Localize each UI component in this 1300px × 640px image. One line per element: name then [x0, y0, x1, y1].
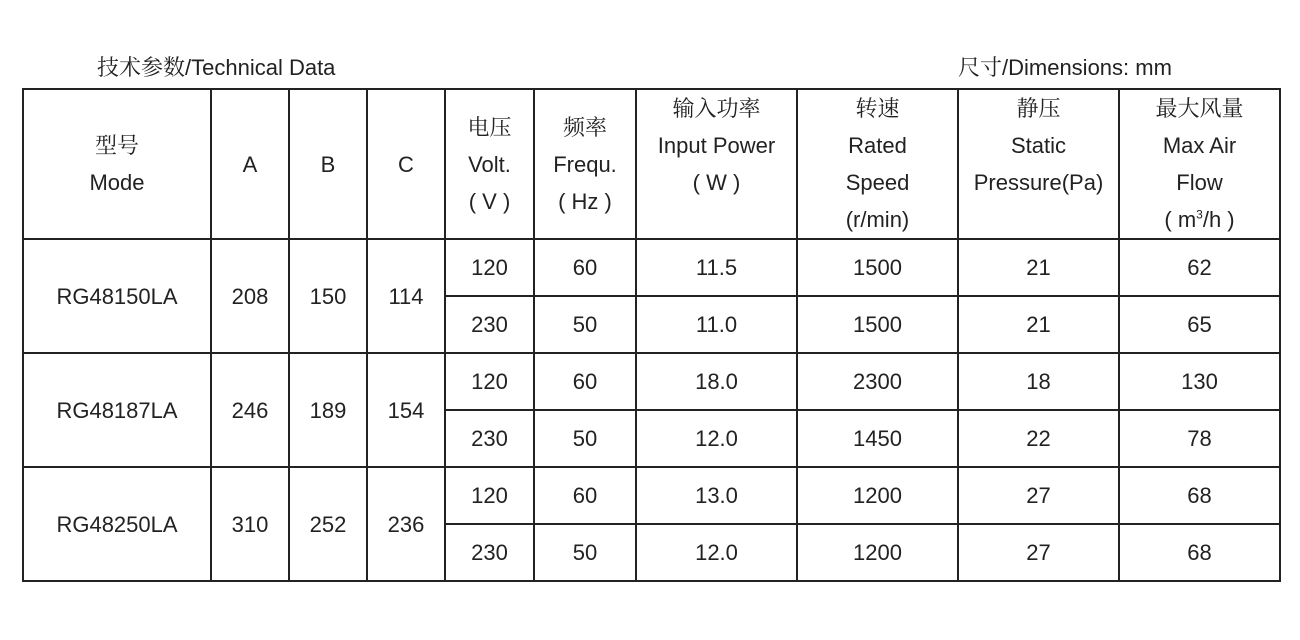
header-speed-en2: Speed: [845, 170, 910, 195]
dimension-a: 246: [211, 353, 289, 467]
header-input-power: [636, 89, 797, 239]
speed-cell: 1500: [797, 239, 958, 296]
power-cell: 18.0: [636, 353, 797, 410]
pressure-cell: 21: [958, 296, 1119, 353]
power-cell: 12.0: [636, 410, 797, 467]
flow-cell: 130: [1119, 353, 1280, 410]
header-model-en: Mode: [89, 170, 145, 195]
header-max-air-flow: [1119, 89, 1280, 239]
pressure-cell: 22: [958, 410, 1119, 467]
volt-cell: 120: [445, 239, 534, 296]
dimension-a: 208: [211, 239, 289, 353]
volt-cell: 230: [445, 524, 534, 581]
power-cell: 11.5: [636, 239, 797, 296]
speed-cell: 2300: [797, 353, 958, 410]
header-flow-cn: 最大风量: [1155, 96, 1244, 121]
header-pressure-cn: 静压: [1016, 96, 1061, 121]
flow-cell: 78: [1119, 410, 1280, 467]
frequency-cell: 60: [534, 467, 636, 524]
technical-data-caption: 技术参数/Technical Data: [97, 55, 336, 80]
power-cell: 12.0: [636, 524, 797, 581]
flow-unit-per-hour: /h ): [1202, 207, 1235, 232]
volt-cell: 120: [445, 353, 534, 410]
technical-data-table: [22, 88, 1281, 582]
dimension-c: 114: [367, 239, 445, 353]
header-c: C: [367, 89, 445, 239]
flow-cell: 68: [1119, 467, 1280, 524]
header-frequency-unit: ( Hz ): [558, 188, 612, 214]
frequency-cell: 50: [534, 524, 636, 581]
pressure-cell: 27: [958, 467, 1119, 524]
speed-cell: 1500: [797, 296, 958, 353]
header-a: A: [211, 89, 289, 239]
flow-unit-m: ( m: [1164, 207, 1197, 232]
header-speed-en1: Rated: [848, 133, 907, 158]
header-power-unit: ( W ): [692, 170, 741, 195]
pressure-cell: 21: [958, 239, 1119, 296]
power-cell: 11.0: [636, 296, 797, 353]
flow-cell: 65: [1119, 296, 1280, 353]
pressure-cell: 18: [958, 353, 1119, 410]
header-rated-speed: [797, 89, 958, 239]
header-frequency-en: Frequ.: [553, 151, 617, 177]
header-pressure-en1: Static: [1010, 133, 1067, 158]
dimension-b: 252: [289, 467, 367, 581]
dimension-b: 189: [289, 353, 367, 467]
header-power-cn: 输入功率: [672, 96, 761, 121]
header-speed-cn: 转速: [855, 96, 900, 121]
header-frequency: [534, 89, 636, 239]
speed-cell: 1200: [797, 524, 958, 581]
volt-cell: 230: [445, 410, 534, 467]
header-flow-en1: Max Air: [1162, 133, 1237, 158]
flow-cell: 68: [1119, 524, 1280, 581]
frequency-cell: 60: [534, 239, 636, 296]
power-cell: 13.0: [636, 467, 797, 524]
header-pressure-en2: Pressure(Pa): [973, 170, 1104, 195]
header-flow-unit: [1120, 201, 1279, 238]
header-volt-cn: 电压: [467, 114, 512, 140]
header-volt: [445, 89, 534, 239]
frequency-cell: 50: [534, 410, 636, 467]
model-name: RG48187LA: [23, 353, 211, 467]
frequency-cell: 60: [534, 353, 636, 410]
table-row: [23, 467, 1280, 524]
header-b: B: [289, 89, 367, 239]
table-row: [23, 353, 1280, 410]
header-power-en: Input Power: [657, 133, 776, 158]
header-model-cn: 型号: [94, 133, 139, 158]
header-speed-unit: (r/min): [845, 207, 910, 232]
table-row: [23, 239, 1280, 296]
dimension-c: 236: [367, 467, 445, 581]
frequency-cell: 50: [534, 296, 636, 353]
dimension-c: 154: [367, 353, 445, 467]
volt-cell: 120: [445, 467, 534, 524]
header-model: [23, 89, 211, 239]
header-volt-en: Volt.: [468, 151, 511, 177]
speed-cell: 1200: [797, 467, 958, 524]
pressure-cell: 27: [958, 524, 1119, 581]
dimension-b: 150: [289, 239, 367, 353]
dimension-a: 310: [211, 467, 289, 581]
header-volt-unit: ( V ): [468, 188, 511, 214]
model-name: RG48150LA: [23, 239, 211, 353]
header-flow-en2: Flow: [1176, 170, 1223, 195]
model-name: RG48250LA: [23, 467, 211, 581]
header-frequency-cn: 频率: [562, 114, 607, 140]
volt-cell: 230: [445, 296, 534, 353]
header-row: [23, 89, 1280, 239]
header-static-pressure: [958, 89, 1119, 239]
flow-unit-exponent: 3: [1196, 207, 1203, 222]
flow-cell: 62: [1119, 239, 1280, 296]
speed-cell: 1450: [797, 410, 958, 467]
dimensions-caption: 尺寸/Dimensions: mm: [958, 55, 1172, 80]
